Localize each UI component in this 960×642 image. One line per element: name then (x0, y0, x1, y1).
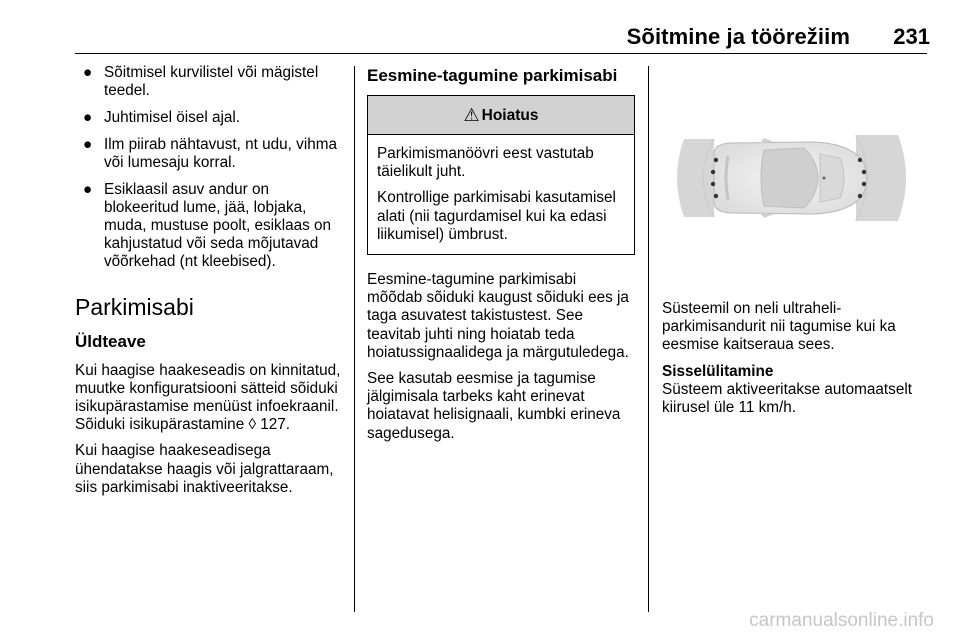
bullet-item: ● Ilm piirab nähtavust, nt udu, vihma või lumesaju korral. (83, 135, 337, 171)
bullet-item: ● Juhtimisel öisel ajal. (83, 108, 241, 126)
warning-body (368, 135, 634, 254)
paragraph: Süsteem aktiveeritakse automaatselt kiirusel üle 11 km/h. (662, 380, 912, 417)
page-reference-icon: ◊ (248, 416, 257, 434)
page-number: 231 (893, 24, 930, 49)
warning-header (368, 96, 634, 135)
column-2 (367, 64, 635, 451)
header-rule (75, 53, 927, 54)
warning-box (367, 95, 635, 255)
car-top-view-icon (664, 72, 926, 278)
bullet-dot-icon: ● (83, 135, 93, 153)
paragraph: Eesmine-tagumine parkimisabi mõõdab sõiduki kaugust sõiduki ees ja taga asuvatest takistustest. See teavitab juhti ning hoiatab teda hoiatussignaalidega ja märgutuledega. (367, 271, 629, 361)
section-title: Parkimisabi (75, 293, 194, 320)
bullet-dot-icon: ● (83, 64, 93, 81)
conditions-bullet-list (75, 64, 347, 272)
running-header-title: Sõitmine ja töörežiim (626, 24, 850, 49)
bullet-item: ● Sõitmisel kurvilistel või mägistel teedel. (83, 64, 319, 100)
paragraph: Kui haagise haakeseadis on kinnitatud, muutke konfiguratsiooni sätteid sõiduki isikupärastamise menüüst infoekraanil. Sõiduki isikupärastamine ◊ 127. (75, 361, 341, 434)
column-divider-1 (354, 66, 355, 612)
bullet-dot-icon: ● (83, 180, 93, 198)
subheading: Sisselülitamine (662, 362, 774, 380)
bullet-dot-icon: ● (83, 108, 93, 126)
subsection-title: Üldteave (75, 331, 146, 351)
warning-paragraph: Parkimismanöövri eest vastutab täielikult juht. (377, 145, 594, 181)
paragraph: Kui haagise haakeseadisega ühendatakse haagis või jalgrattaraam, siis parkimisabi inaktiveeritakse. (75, 442, 334, 496)
subsection-title: Eesmine-tagumine parkimisabi (367, 66, 618, 85)
watermark: carmanualsonline.info (749, 610, 934, 631)
parking-sensor-illustration (664, 72, 926, 278)
warning-title: Hoiatus (481, 107, 539, 124)
column-1 (75, 64, 347, 505)
warning-paragraph: Kontrollige parkimisabi kasutamisel alati (nii tagurdamisel kui ka edasi liikumisel) ümbrust. (377, 189, 616, 243)
paragraph: Süsteemil on neli ultraheli-parkimisandurit nii tagumise kui ka eesmise kaitseraua sees. (662, 300, 896, 354)
warning-triangle-icon: ⚠ (463, 105, 480, 125)
page-reference-link[interactable]: 127 (260, 416, 286, 434)
column-3 (662, 64, 930, 425)
column-divider-2 (648, 66, 649, 612)
paragraph: See kasutab eesmise ja tagumise jälgimisala tarbeks kaht erinevat hoiatavat helisignaali, kumbki erineva sagedusega. (367, 370, 621, 442)
bullet-item: ● Esiklaasil asuv andur on blokeeritud lume, jää, lobjaka, muda, mustuse poolt, esiklaas on kahjustatud või seda mõjutavad võõrkehad (nt kleebised). (83, 180, 332, 271)
